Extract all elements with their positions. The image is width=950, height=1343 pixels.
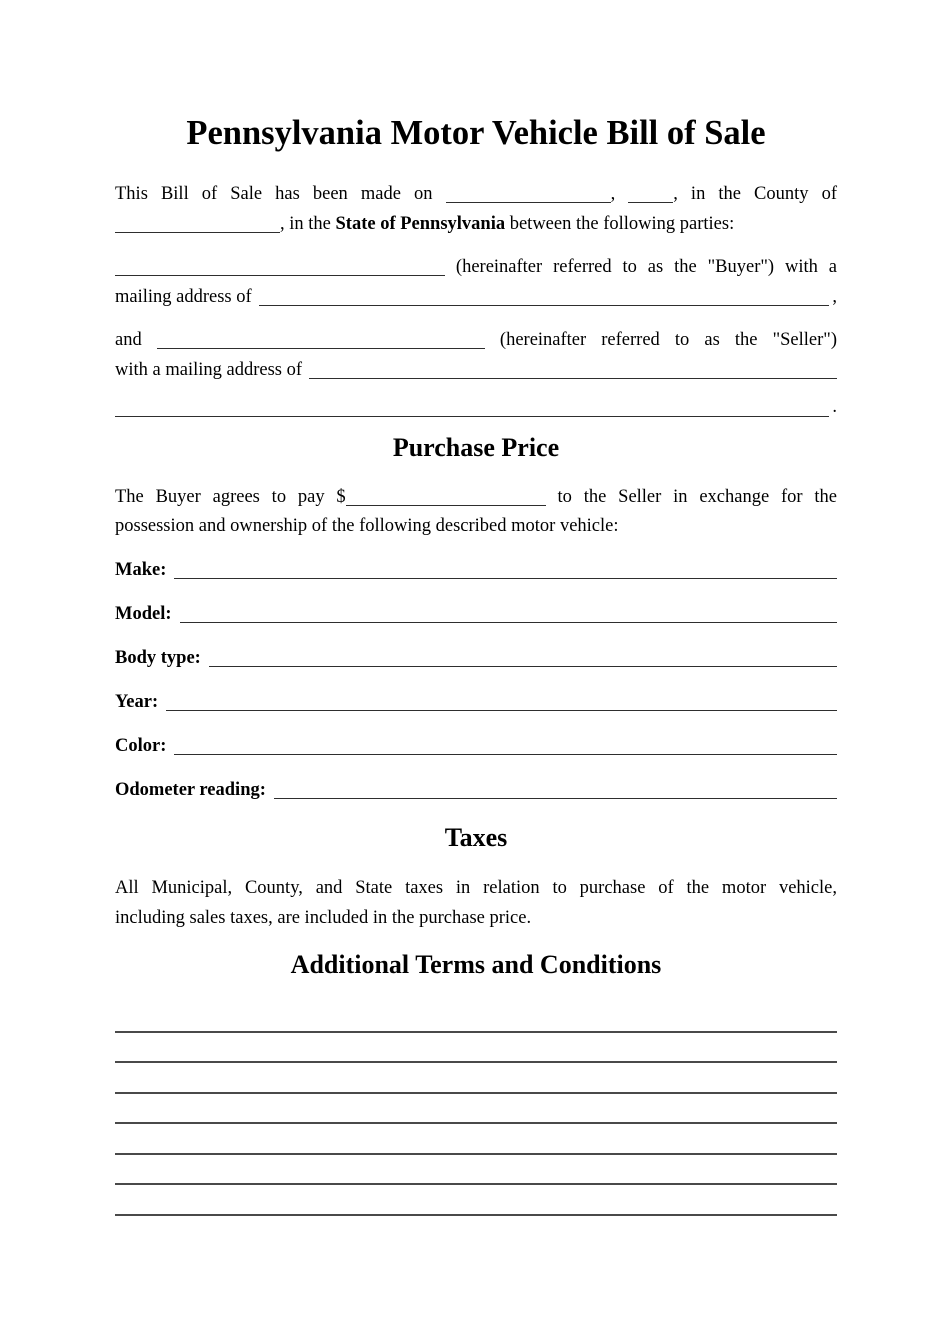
taxes-paragraph [115, 874, 837, 933]
price-line-2: possession and ownership of the following described motor vehicle: [115, 516, 619, 536]
color-blank[interactable] [174, 754, 837, 755]
intro-comma: , [610, 184, 616, 204]
intro-paragraph [115, 180, 837, 239]
vehicle-fields [115, 556, 837, 806]
buyer-ref-text: (hereinafter referred to as the "Buyer") with a [455, 257, 837, 277]
buyer-name-blank[interactable] [115, 270, 445, 276]
taxes-heading: Taxes [444, 823, 508, 852]
intro-text-1: This Bill of Sale has been made on [115, 184, 433, 204]
purchase-price-paragraph [115, 483, 837, 542]
terms-blank-line[interactable] [115, 1124, 837, 1155]
year-field-blank[interactable] [166, 710, 837, 711]
make-label: Make: [115, 559, 167, 580]
intro-text-3: , in the [280, 213, 336, 234]
taxes-line-1: All Municipal, County, and State taxes in relation to purchase of the motor vehicle, [115, 878, 837, 898]
year-blank[interactable] [628, 197, 673, 203]
model-field-row [115, 600, 837, 630]
price-text-2: to the Seller in exchange for the [557, 486, 837, 507]
year-label: Year: [115, 691, 159, 712]
seller-line-2 [115, 356, 837, 386]
terms-blank-line[interactable] [115, 1094, 837, 1125]
buyer-address-label: mailing address of [115, 286, 252, 307]
seller-and-text: and [115, 330, 142, 350]
additional-terms-heading: Additional Terms and Conditions [290, 950, 662, 979]
price-text-1: The Buyer agrees to pay $ [115, 486, 346, 507]
seller-line-3 [115, 393, 837, 423]
seller-line-1 [115, 326, 837, 356]
buyer-paragraph [115, 253, 837, 312]
terms-blank-line[interactable] [115, 1063, 837, 1094]
buyer-line-1 [115, 253, 837, 283]
seller-ref-text: (hereinafter referred to as the "Seller") [499, 330, 837, 350]
purchase-price-heading: Purchase Price [392, 432, 560, 462]
intro-line-1 [115, 180, 837, 210]
price-line-1 [115, 483, 837, 513]
make-blank[interactable] [174, 578, 837, 579]
terms-blank-line[interactable] [115, 1002, 837, 1033]
document-title: Pennsylvania Motor Vehicle Bill of Sale [186, 114, 766, 152]
date-blank[interactable] [446, 197, 611, 203]
additional-terms-lines [115, 1002, 837, 1216]
odometer-label: Odometer reading: [115, 779, 266, 800]
make-field-row [115, 556, 837, 586]
body-type-label: Body type: [115, 647, 201, 668]
model-label: Model: [115, 603, 172, 624]
intro-text-2: , in the County of [673, 184, 838, 204]
seller-address-blank-2[interactable] [115, 416, 829, 417]
seller-address-period: . [832, 397, 837, 417]
seller-address-label: with a mailing address of [115, 359, 303, 380]
model-blank[interactable] [180, 622, 837, 623]
odometer-blank[interactable] [274, 798, 837, 799]
terms-blank-line[interactable] [115, 1033, 837, 1064]
buyer-address-comma: , [832, 286, 837, 307]
seller-name-blank[interactable] [157, 343, 485, 349]
terms-blank-line[interactable] [115, 1155, 837, 1186]
taxes-line-2: including sales taxes, are included in the purchase price. [115, 907, 532, 928]
intro-line-2 [115, 210, 837, 240]
odometer-field-row [115, 776, 837, 806]
price-amount-blank[interactable] [346, 500, 546, 506]
body-type-field-row [115, 644, 837, 674]
intro-text-4: between the following parties: [505, 213, 735, 234]
buyer-address-blank[interactable] [259, 305, 830, 306]
state-name-bold: State of Pennsylvania [335, 213, 506, 234]
body-type-blank[interactable] [209, 666, 837, 667]
seller-paragraph [115, 326, 837, 423]
county-blank[interactable] [115, 227, 280, 233]
year-field-row [115, 688, 837, 718]
buyer-line-2 [115, 283, 837, 313]
terms-blank-line[interactable] [115, 1185, 837, 1216]
seller-address-blank[interactable] [309, 378, 837, 379]
color-field-row [115, 732, 837, 762]
color-label: Color: [115, 735, 167, 756]
